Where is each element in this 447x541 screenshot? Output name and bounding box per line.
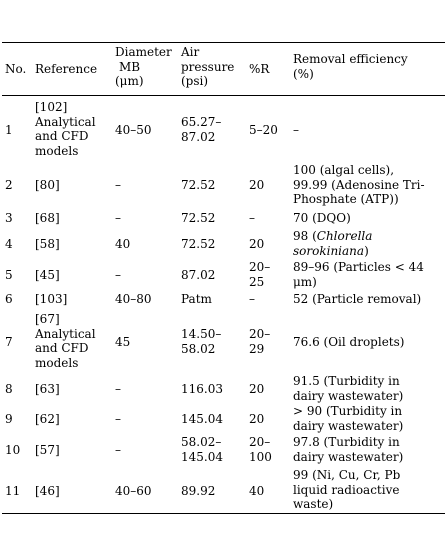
table-row <box>2 434 445 467</box>
cell-eff-line <box>293 229 445 244</box>
cell-no: 1 <box>5 123 13 137</box>
cell-removal-efficiency <box>293 435 445 464</box>
cell-removal-efficiency: 70 (DQO) <box>293 211 351 225</box>
header-air-pressure <box>181 45 247 89</box>
cell-r: 20 <box>249 412 265 426</box>
cell-air-line: 87.02 <box>181 129 216 144</box>
cell-eff-line: dairy wastewater) <box>293 388 404 403</box>
cell-eff-line: μm) <box>293 274 317 289</box>
eff-prefix: 98 ( <box>293 229 317 243</box>
cell-diameter: 40–60 <box>115 484 152 498</box>
cell-reference-line: Analytical <box>35 114 96 129</box>
header-eff-line1: Removal efficiency <box>293 52 408 66</box>
cell-no: 7 <box>5 335 13 349</box>
cell-no: 10 <box>5 443 21 457</box>
cell-eff-line: 97.8 (Turbidity in <box>293 435 400 449</box>
cell-reference <box>35 312 113 370</box>
cell-removal-efficiency <box>293 260 445 289</box>
header-air-line1: Air <box>181 45 200 59</box>
cell-r-line: 100 <box>249 449 272 464</box>
cell-r <box>249 327 291 356</box>
cell-reference: [57] <box>35 443 60 457</box>
cell-reference-line: and CFD <box>35 341 89 355</box>
cell-reference-line: [67] <box>35 312 60 326</box>
table-row <box>2 290 445 310</box>
cell-reference: [62] <box>35 412 60 426</box>
cell-diameter: – <box>115 268 121 282</box>
cell-r: 5–20 <box>249 123 278 137</box>
cell-r-line: 29 <box>249 341 265 356</box>
table-row <box>2 162 445 208</box>
cell-no: 2 <box>5 178 13 192</box>
cell-air-pressure: Patm <box>181 292 212 306</box>
header-no: No. <box>5 62 27 76</box>
cell-diameter: – <box>115 443 121 457</box>
cell-diameter: 40–50 <box>115 123 152 137</box>
cell-removal-efficiency <box>293 404 445 433</box>
cell-eff-line: dairy wastewater) <box>293 449 404 464</box>
cell-reference: [63] <box>35 382 60 396</box>
cell-eff-line: 91.5 (Turbidity in <box>293 374 400 388</box>
table-row <box>2 374 445 404</box>
cell-no: 3 <box>5 211 13 225</box>
cell-r-line: 20– <box>249 327 271 341</box>
cell-r: 40 <box>249 484 265 498</box>
table-row <box>2 96 445 162</box>
header-air-line3: (psi) <box>181 74 209 88</box>
cell-eff-line: > 90 (Turbidity in <box>293 404 403 418</box>
cell-air-pressure: 87.02 <box>181 268 216 282</box>
table-row <box>2 260 445 290</box>
header-air-line2: pressure <box>181 59 235 74</box>
eff-species-genus: Chlorella <box>316 229 373 243</box>
cell-r <box>249 435 291 464</box>
cell-eff-line: Phosphate (ATP)) <box>293 192 399 206</box>
cell-air-pressure: 72.52 <box>181 178 216 192</box>
cell-reference-line: models <box>35 355 79 370</box>
cell-air-pressure <box>181 435 247 464</box>
cell-air-line: 58.02 <box>181 341 216 356</box>
table-row <box>2 310 445 374</box>
cell-reference-line: models <box>35 143 79 158</box>
cell-removal-efficiency <box>293 163 445 207</box>
cell-eff-line: 99.99 (Adenosine Tri- <box>293 177 425 192</box>
cell-removal-efficiency <box>293 468 445 512</box>
cell-diameter: – <box>115 412 121 426</box>
cell-r: 20 <box>249 382 265 396</box>
eff-species-name: sorokiniana <box>293 243 365 258</box>
cell-r: 20 <box>249 237 265 251</box>
cell-r: 20 <box>249 178 265 192</box>
table-row <box>2 208 445 228</box>
cell-eff-line: 100 (algal cells), <box>293 163 395 177</box>
cell-eff-line: dairy wastewater) <box>293 418 404 433</box>
header-r: %R <box>249 62 270 76</box>
cell-reference-line: and CFD <box>35 129 89 143</box>
cell-reference: [45] <box>35 268 60 282</box>
cell-diameter: 40 <box>115 237 131 251</box>
cell-air-line: 145.04 <box>181 449 223 464</box>
cell-r: – <box>249 211 255 225</box>
cell-reference: [68] <box>35 211 60 225</box>
cell-air-line: 65.27– <box>181 115 222 129</box>
cell-reference: [80] <box>35 178 60 192</box>
cell-reference: [103] <box>35 292 68 306</box>
cell-eff-line: 89–96 (Particles < 44 <box>293 260 424 274</box>
cell-removal-efficiency: – <box>293 123 299 137</box>
cell-air-line: 58.02– <box>181 435 222 449</box>
cell-air-pressure: 72.52 <box>181 237 216 251</box>
cell-eff-line <box>293 244 445 259</box>
table-row <box>2 467 445 513</box>
cell-r: – <box>249 292 255 306</box>
cell-no: 9 <box>5 412 13 426</box>
cell-no: 4 <box>5 237 13 251</box>
cell-reference: [46] <box>35 484 60 498</box>
cell-diameter: 40–80 <box>115 292 152 306</box>
cell-r-line: 20– <box>249 260 271 274</box>
eff-suffix: ) <box>364 243 369 258</box>
table-header <box>2 43 445 95</box>
cell-eff-line: waste) <box>293 497 334 511</box>
cell-removal-efficiency <box>293 229 445 258</box>
cell-reference-line: Analytical <box>35 326 96 341</box>
table-row <box>2 404 445 434</box>
cell-air-pressure: 116.03 <box>181 382 223 396</box>
header-diameter-line3: (μm) <box>115 74 144 88</box>
data-table <box>2 42 445 514</box>
cell-eff-line: 99 (Ni, Cu, Cr, Pb <box>293 468 401 482</box>
cell-eff-line: liquid radioactive <box>293 482 400 497</box>
cell-air-line: 14.50– <box>181 327 222 341</box>
cell-r-line: 25 <box>249 274 265 289</box>
cell-removal-efficiency <box>293 374 445 403</box>
header-diameter <box>115 45 179 89</box>
header-diameter-line1: Diameter <box>115 45 172 59</box>
header-eff-line2: (%) <box>293 66 314 81</box>
table-row <box>2 228 445 260</box>
cell-no: 5 <box>5 268 13 282</box>
cell-removal-efficiency: 52 (Particle removal) <box>293 292 422 306</box>
cell-air-pressure: 72.52 <box>181 211 216 225</box>
cell-no: 11 <box>5 484 21 498</box>
cell-diameter: – <box>115 211 121 225</box>
cell-diameter: 45 <box>115 335 131 349</box>
bottom-rule <box>2 513 445 514</box>
cell-no: 6 <box>5 292 13 306</box>
cell-air-pressure <box>181 327 247 356</box>
header-diameter-line2: MB <box>119 59 141 74</box>
header-removal-efficiency <box>293 52 445 81</box>
cell-r-line: 20– <box>249 435 271 449</box>
cell-reference: [58] <box>35 237 60 251</box>
cell-no: 8 <box>5 382 13 396</box>
cell-air-pressure: 89.92 <box>181 484 216 498</box>
cell-reference <box>35 100 113 158</box>
header-reference: Reference <box>35 62 98 76</box>
cell-air-pressure <box>181 115 247 144</box>
cell-reference-line: [102] <box>35 100 68 114</box>
cell-removal-efficiency: 76.6 (Oil droplets) <box>293 335 405 349</box>
cell-air-pressure: 145.04 <box>181 412 223 426</box>
cell-r <box>249 260 291 289</box>
cell-diameter: – <box>115 382 121 396</box>
cell-diameter: – <box>115 178 121 192</box>
